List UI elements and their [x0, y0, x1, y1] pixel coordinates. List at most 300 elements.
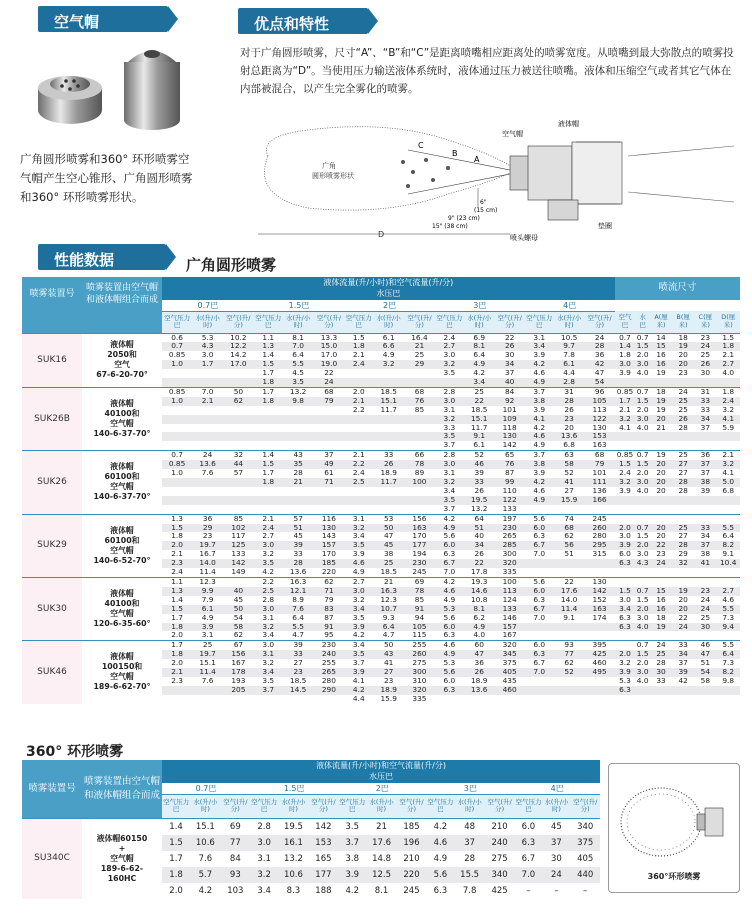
- data-cell: 52: [554, 668, 585, 677]
- data-cell: 8.3: [286, 885, 301, 896]
- data-cell: 19: [672, 587, 694, 596]
- data-cell: 77: [221, 835, 251, 851]
- data-cell: 58: [223, 623, 254, 632]
- data-cell: 167: [502, 630, 517, 640]
- data-cell: 19: [656, 404, 666, 414]
- pressure-label: 3巴: [426, 783, 514, 794]
- data-cell: 39: [700, 485, 711, 495]
- data-cell: 2.0: [636, 603, 649, 613]
- data-cell: [554, 559, 585, 568]
- data-cell: 34: [700, 531, 711, 541]
- data-cell: 130: [592, 422, 607, 432]
- sub-size: 水巴: [635, 311, 650, 333]
- data-cell: 34: [672, 650, 694, 659]
- data-cell: 28: [678, 422, 688, 432]
- data-cell: 3.2: [262, 549, 275, 559]
- data-cell: 2.1: [254, 514, 283, 523]
- data-cell: [192, 424, 223, 433]
- data-cell: 2.0: [615, 650, 636, 659]
- data-cell: 19: [650, 623, 672, 632]
- data-cell: 12.2: [223, 342, 254, 351]
- data-cell: 0.85: [168, 350, 186, 360]
- data-cell: 19: [650, 397, 672, 406]
- data-cell: [650, 505, 672, 514]
- data-cell: 3.9: [619, 485, 631, 495]
- data-cell: 33: [656, 675, 666, 685]
- data-cell: [283, 505, 314, 514]
- data-cell: 62: [314, 577, 345, 586]
- data-cell: 33: [672, 641, 694, 650]
- data-cell: 6.3: [514, 835, 542, 851]
- data-cell: 24: [192, 451, 223, 460]
- data-cell: 395: [585, 641, 615, 650]
- data-cell: 2.7: [435, 342, 464, 351]
- data-cell: [525, 505, 554, 514]
- data-cell: 3.7: [254, 686, 283, 695]
- data-cell: 1.5: [615, 587, 636, 596]
- data-cell: 6.9: [464, 333, 495, 342]
- data-cell: 46: [694, 641, 716, 650]
- data-cell: 4.4: [563, 368, 575, 378]
- data-cell: [716, 568, 740, 577]
- data-cell: 6.7: [435, 559, 464, 568]
- data-cell: 1.8: [162, 623, 192, 632]
- data-cell: [223, 424, 254, 433]
- data-cell: 3.4: [262, 630, 275, 640]
- data-cell: 6.8: [722, 485, 735, 495]
- data-cell: 320: [404, 686, 435, 695]
- data-cell: 3.4: [352, 531, 365, 541]
- data-cell: 39: [283, 541, 314, 550]
- data-cell: 0.85: [615, 387, 636, 396]
- data-cell: 320: [495, 559, 525, 568]
- col-combo-header: 喷雾装置由空气帽和液体帽组合而成: [82, 760, 162, 818]
- data-cell: 6.4: [716, 650, 740, 659]
- data-cell: 15: [650, 342, 672, 351]
- data-cell: 1.5: [344, 333, 373, 342]
- data-cell: 47: [464, 650, 495, 659]
- data-cell: [495, 695, 525, 704]
- data-cell: 94: [414, 612, 425, 622]
- data-cell: 6.4: [722, 531, 735, 541]
- data-cell: [314, 415, 345, 424]
- data-cell: 124: [502, 594, 517, 604]
- data-cell: 4.5: [292, 368, 305, 378]
- data-cell: 275: [412, 658, 427, 668]
- data-cell: 20: [656, 485, 666, 495]
- sub-airflow: 空气(升/分): [223, 311, 254, 333]
- data-cell: 40: [223, 587, 254, 596]
- data-cell: 4.0: [636, 485, 649, 495]
- data-cell: 2.0: [636, 540, 649, 550]
- data-cell: [635, 686, 650, 695]
- data-cell: 7.6: [201, 675, 214, 685]
- data-cell: 153: [309, 835, 339, 851]
- data-cell: 6.1: [554, 360, 585, 369]
- data-cell: 4.2: [525, 360, 554, 369]
- ring-spray-title: 360° 环形喷雾: [26, 744, 124, 760]
- model-number: SUK46: [22, 641, 82, 704]
- data-cell: 42: [678, 675, 688, 685]
- ring-caption: 360°环形喷雾: [647, 872, 701, 881]
- data-cell: 23: [383, 675, 394, 685]
- data-cell: 1.8: [254, 478, 283, 487]
- data-cell: 11.7: [373, 478, 404, 487]
- data-cell: 2.0: [636, 658, 649, 668]
- data-cell: 33: [700, 404, 711, 414]
- data-cell: 143: [321, 531, 336, 541]
- data-cell: 0.85: [615, 451, 636, 460]
- data-cell: 7.8: [563, 350, 575, 360]
- data-cell: 14.8: [372, 853, 391, 864]
- data-cell: [672, 568, 694, 577]
- data-cell: 4.1: [352, 675, 365, 685]
- data-cell: [373, 496, 404, 505]
- data-cell: [404, 369, 435, 378]
- data-cell: [404, 424, 435, 433]
- data-cell: 43: [283, 451, 314, 460]
- data-cell: [694, 568, 716, 577]
- data-cell: 56: [554, 541, 585, 550]
- data-cell: [192, 487, 223, 496]
- data-cell: 83: [314, 605, 345, 614]
- sub-air-pressure: 空气压力巴: [435, 311, 464, 333]
- data-cell: 21: [656, 422, 666, 432]
- data-cell: 68: [404, 387, 435, 396]
- data-cell: 47: [594, 368, 605, 378]
- data-cell: 77: [554, 650, 585, 659]
- data-cell: 46: [464, 460, 495, 469]
- data-cell: 1.7: [262, 468, 275, 478]
- model-number: SUK30: [22, 577, 82, 640]
- data-cell: 15.5: [454, 867, 484, 883]
- data-cell: 12.3: [192, 577, 223, 586]
- data-cell: 10.8: [470, 594, 488, 604]
- data-cell: 18.9: [470, 675, 488, 685]
- data-cell: 27: [678, 531, 688, 541]
- data-cell: [554, 505, 585, 514]
- col-flow-header: 液体流量(升/小时)和空气流量(升/分): [162, 760, 600, 772]
- pressure-label: 0.7巴: [162, 300, 254, 311]
- data-cell: 3.2: [262, 658, 275, 668]
- data-cell: 1.4: [171, 594, 183, 604]
- data-cell: 28: [283, 559, 314, 568]
- data-cell: 19.0: [314, 360, 345, 369]
- data-cell: 6.3: [619, 612, 631, 622]
- data-cell: [554, 677, 585, 686]
- data-cell: 24: [694, 605, 716, 614]
- data-cell: 15.1: [190, 818, 220, 835]
- data-cell: [314, 496, 345, 505]
- pressure-label: 2巴: [344, 300, 435, 311]
- col-model-header: 喷雾装置号: [22, 277, 82, 311]
- data-cell: 60: [464, 641, 495, 650]
- data-cell: 345: [495, 650, 525, 659]
- data-cell: [615, 631, 636, 640]
- data-cell: 30: [551, 853, 562, 864]
- data-cell: 3.0: [201, 350, 214, 360]
- data-cell: 10.2: [223, 333, 254, 342]
- col-pressure-header: 水压巴: [162, 289, 615, 300]
- data-cell: 8.1: [283, 333, 314, 342]
- sub-size: D(厘米): [716, 311, 740, 333]
- data-cell: 163: [592, 440, 607, 450]
- data-cell: 7.0: [533, 612, 546, 622]
- data-cell: [716, 505, 740, 514]
- data-cell: 3.1: [443, 468, 456, 478]
- data-cell: 2.3: [171, 675, 183, 685]
- sub-air-pressure: 空气压力巴: [254, 311, 283, 333]
- data-cell: [192, 415, 223, 424]
- data-cell: 125: [223, 541, 254, 550]
- data-cell: 197: [495, 514, 525, 523]
- data-cell: [554, 686, 585, 695]
- combo-desc: 液体帽60150 + 空气帽 189-6-62- 160HC: [82, 818, 162, 899]
- data-cell: 91: [314, 623, 345, 632]
- data-cell: 165: [315, 853, 332, 864]
- data-cell: 22: [650, 541, 672, 550]
- data-cell: 15.0: [314, 342, 345, 351]
- data-cell: 1.8: [162, 867, 190, 883]
- data-cell: [162, 424, 192, 433]
- data-cell: 102: [223, 524, 254, 533]
- data-cell: 133: [502, 503, 517, 513]
- data-cell: 12.5: [366, 867, 396, 883]
- data-cell: 49: [314, 460, 345, 469]
- data-cell: 10.6: [278, 867, 308, 883]
- data-cell: [254, 496, 283, 505]
- data-cell: 62: [233, 630, 244, 640]
- data-cell: 24: [650, 641, 672, 650]
- data-cell: 6.3: [525, 650, 554, 659]
- data-cell: 27: [373, 668, 404, 677]
- sub-air-pressure: 空气压力巴: [250, 794, 278, 818]
- perf-header: 性能数据: [38, 244, 166, 270]
- data-cell: 2.8: [262, 594, 275, 604]
- data-cell: 185: [397, 818, 427, 835]
- data-cell: [162, 369, 192, 378]
- data-cell: [223, 432, 254, 441]
- data-cell: 22: [554, 577, 585, 586]
- data-cell: 130: [585, 577, 615, 586]
- data-cell: [525, 695, 554, 704]
- data-cell: 1.7: [192, 360, 223, 369]
- data-cell: 2.1: [171, 549, 183, 559]
- data-cell: 0.7: [162, 451, 192, 460]
- combo-desc: 液体帽 60100和 空气帽 140-6-37-70°: [82, 451, 162, 514]
- data-cell: 76: [404, 397, 435, 406]
- data-cell: 1.1: [162, 577, 192, 586]
- data-cell: 4.6: [533, 368, 546, 378]
- data-cell: 11.4: [554, 605, 585, 614]
- dim-6in: 6": [480, 199, 487, 206]
- data-cell: [585, 686, 615, 695]
- data-cell: [694, 686, 716, 695]
- data-cell: 174: [592, 612, 607, 622]
- data-cell: 6.8: [563, 440, 575, 450]
- data-cell: 3.0: [435, 397, 464, 406]
- data-cell: 157: [495, 623, 525, 632]
- data-cell: 50: [373, 641, 404, 650]
- data-cell: 3.0: [344, 587, 373, 596]
- data-cell: [254, 432, 283, 441]
- data-cell: 2.4: [619, 468, 631, 478]
- data-cell: 7.0: [514, 867, 542, 883]
- data-cell: 0.7: [162, 342, 192, 351]
- data-cell: 2.1: [162, 668, 192, 677]
- data-cell: 101: [592, 468, 607, 478]
- data-cell: [162, 406, 192, 415]
- data-cell: 50: [223, 387, 254, 396]
- data-cell: 6.7: [533, 658, 546, 668]
- data-cell: 45: [233, 594, 244, 604]
- data-cell: 245: [403, 885, 420, 896]
- data-cell: 2.0: [615, 524, 636, 533]
- data-cell: 3.1: [254, 650, 283, 659]
- data-cell: [344, 415, 373, 424]
- data-cell: [615, 568, 636, 577]
- data-cell: [344, 505, 373, 514]
- data-cell: 89: [414, 468, 425, 478]
- data-cell: 4.0: [636, 675, 649, 685]
- data-cell: 5.6: [426, 867, 454, 883]
- data-cell: 26: [495, 342, 525, 351]
- data-cell: 405: [495, 668, 525, 677]
- data-cell: 6.4: [292, 350, 305, 360]
- data-cell: [404, 415, 435, 424]
- data-cell: 30: [694, 623, 716, 632]
- data-cell: 3.5: [254, 559, 283, 568]
- data-cell: 28: [678, 485, 688, 495]
- data-cell: 3.5: [344, 541, 373, 550]
- data-cell: 39: [283, 641, 314, 650]
- data-cell: 25: [192, 641, 223, 650]
- data-cell: 24: [672, 387, 694, 396]
- data-cell: 14.0: [560, 594, 578, 604]
- data-cell: 3.0: [636, 413, 649, 423]
- data-cell: [554, 623, 585, 632]
- data-cell: 5.5: [716, 524, 740, 533]
- data-cell: 37: [694, 541, 716, 550]
- data-cell: [373, 424, 404, 433]
- data-cell: 5.6: [443, 531, 456, 541]
- data-cell: 3.7: [525, 451, 554, 460]
- data-cell: 6.3: [533, 531, 546, 541]
- data-cell: 95: [324, 630, 334, 640]
- data-cell: 52: [564, 468, 574, 478]
- data-cell: 18.9: [373, 686, 404, 695]
- data-cell: 36: [192, 514, 223, 523]
- data-cell: 4.9: [435, 524, 464, 533]
- data-cell: 4.9: [433, 853, 448, 864]
- data-cell: 33: [694, 524, 716, 533]
- data-cell: 11.4: [199, 567, 216, 577]
- data-cell: [283, 406, 314, 415]
- data-cell: 3.0: [619, 531, 631, 541]
- data-cell: [283, 496, 314, 505]
- col-combo-header: 喷雾装置由空气帽和液体帽组合而成: [82, 277, 162, 311]
- data-cell: 79: [324, 594, 334, 604]
- data-cell: 1.5: [636, 341, 649, 351]
- dim-15cm: (15 cm): [474, 207, 498, 214]
- data-cell: 9.9: [192, 587, 223, 596]
- data-cell: 103: [227, 885, 244, 896]
- data-cell: 3.7: [525, 387, 554, 396]
- data-cell: 6.6: [373, 342, 404, 351]
- data-cell: [223, 487, 254, 496]
- data-cell: 48: [454, 818, 484, 835]
- data-cell: 185: [314, 559, 345, 568]
- data-cell: 2.4: [254, 524, 283, 533]
- data-cell: 8.2: [716, 541, 740, 550]
- data-cell: 245: [585, 514, 615, 523]
- data-cell: 9.1: [563, 612, 575, 622]
- data-cell: [615, 432, 636, 441]
- data-cell: 142: [502, 440, 517, 450]
- data-cell: 2.1: [352, 350, 365, 360]
- data-cell: [314, 695, 345, 704]
- sub-airflow: 空气(升/分): [314, 311, 345, 333]
- pressure-label: 4巴: [525, 300, 615, 311]
- data-cell: 110: [502, 485, 517, 495]
- data-cell: 6.0: [525, 587, 554, 596]
- sub-air-pressure: 空气压力巴: [162, 794, 190, 818]
- sub-airflow: 空气(升/分): [570, 794, 600, 818]
- data-cell: [162, 415, 192, 424]
- data-cell: 51: [700, 658, 711, 668]
- data-cell: 0.7: [636, 450, 649, 460]
- data-cell: 15.1: [199, 658, 216, 668]
- dim-9in: 9" (23 cm): [448, 215, 480, 222]
- data-cell: 2.4: [344, 360, 373, 369]
- sub-water: 水(升/小时): [454, 794, 484, 818]
- data-cell: 68: [585, 451, 615, 460]
- data-cell: 1.0: [162, 360, 192, 369]
- data-cell: 265: [314, 668, 345, 677]
- data-cell: 4.2: [352, 630, 365, 640]
- data-cell: [635, 568, 650, 577]
- data-cell: 2.1: [716, 451, 740, 460]
- data-cell: 3.7: [338, 835, 366, 851]
- sub-water: 水(升/小时): [283, 311, 314, 333]
- data-cell: 15.1: [373, 397, 404, 406]
- sub-water: 水(升/小时): [373, 311, 404, 333]
- data-cell: 6.1: [192, 605, 223, 614]
- data-cell: 163: [404, 524, 435, 533]
- data-cell: 1.8: [716, 342, 740, 351]
- data-cell: 20: [650, 460, 672, 469]
- data-cell: [672, 505, 694, 514]
- dim-a: A: [474, 155, 480, 164]
- spacer: [82, 311, 162, 333]
- data-cell: 22: [324, 368, 334, 378]
- data-cell: 1.7: [262, 368, 275, 378]
- data-cell: 1.1: [254, 333, 283, 342]
- data-cell: [650, 432, 672, 441]
- data-cell: 25: [678, 404, 688, 414]
- data-cell: 7.0: [443, 567, 456, 577]
- col-model-header: 喷雾装置号: [22, 760, 82, 818]
- data-cell: 40: [474, 531, 484, 541]
- data-cell: 230: [404, 559, 435, 568]
- data-cell: 42: [585, 360, 615, 369]
- data-cell: 1.3: [254, 342, 283, 351]
- data-cell: 62: [223, 397, 254, 406]
- data-cell: [525, 686, 554, 695]
- data-cell: 26: [672, 415, 694, 424]
- data-cell: [223, 369, 254, 378]
- data-cell: 78: [404, 587, 435, 596]
